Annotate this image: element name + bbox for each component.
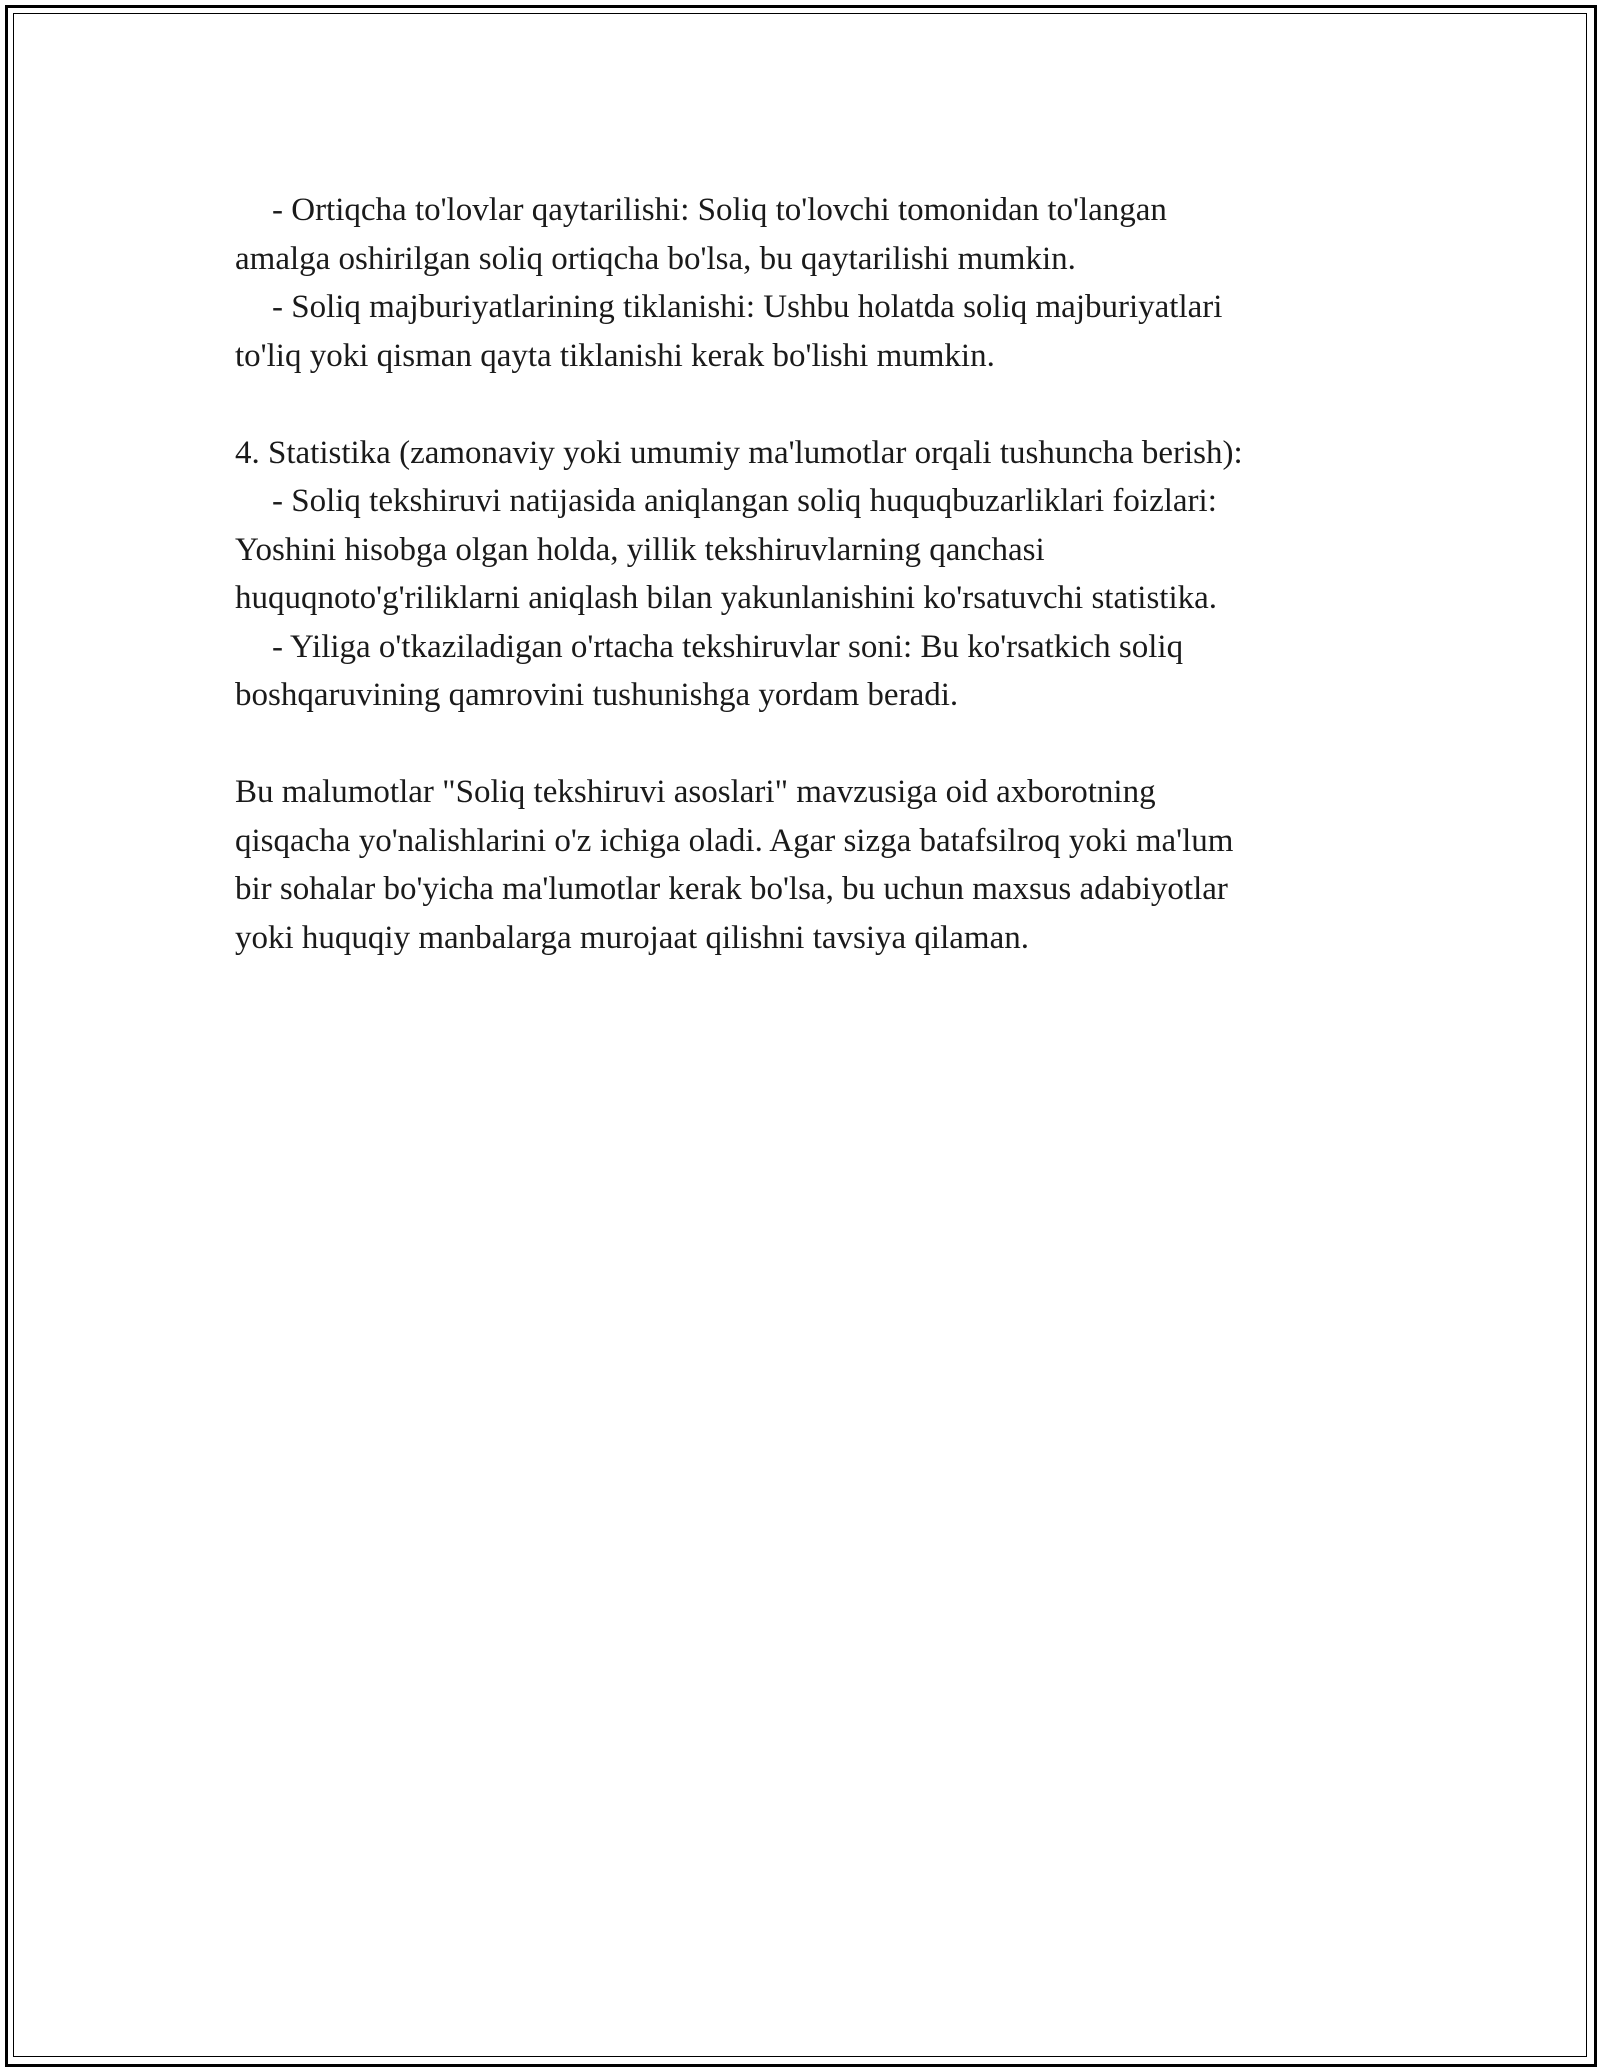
text-line: bir sohalar bo'yicha ma'lumotlar kerak bo'lsa, bu uchun maxsus adabiyotlar — [235, 871, 1228, 907]
text-line: qisqacha yo'nalishlarini o'z ichiga oladi. Agar sizga batafsilroq yoki ma'lum — [235, 822, 1234, 859]
paragraph-spacer — [235, 380, 1385, 429]
text-line: Bu malumotlar "Soliq tekshiruvi asoslari" mavzusiga oid axborotning — [235, 774, 1156, 810]
text-line: - Yiliga o'tkaziladigan o'rtacha tekshiruvlar soni: Bu ko'rsatkich soliq — [272, 628, 1184, 665]
section-heading: 4. Statistika (zamonaviy yoki umumiy ma'lumotlar orqali tushuncha berish): — [235, 434, 1243, 471]
text-line: - Soliq majburiyatlarining tiklanishi: Ushbu holatda soliq majburiyatlari — [272, 289, 1223, 325]
text-line: - Ortiqcha to'lovlar qaytarilishi: Soliq to'lovchi tomonidan to'langan — [272, 192, 1167, 228]
text-line: boshqaruvining qamrovini tushunishga yordam beradi. — [235, 677, 959, 713]
text-line: huquqnoto'g'riliklarni aniqlash bilan yakunlanishini ko'rsatuvchi statistika. — [235, 580, 1218, 616]
text-line: amalga oshirilgan soliq ortiqcha bo'lsa, bu qaytarilishi mumkin. — [235, 240, 1076, 277]
paragraph-statistics — [235, 429, 1385, 720]
document-body — [235, 186, 1385, 962]
text-line: to'liq yoki qisman qayta tiklanishi kerak bo'lishi mumkin. — [235, 337, 995, 374]
text-line: yoki huquqiy manbalarga murojaat qilishni tavsiya qilaman. — [235, 919, 1029, 956]
paragraph-refunds — [235, 186, 1385, 380]
text-line: Yoshini hisobga olgan holda, yillik tekshiruvlarning qanchasi — [235, 531, 1045, 568]
text-line: - Soliq tekshiruvi natijasida aniqlangan soliq huquqbuzarliklari foizlari: — [272, 483, 1217, 519]
paragraph-conclusion — [235, 768, 1385, 962]
paragraph-spacer — [235, 720, 1385, 769]
